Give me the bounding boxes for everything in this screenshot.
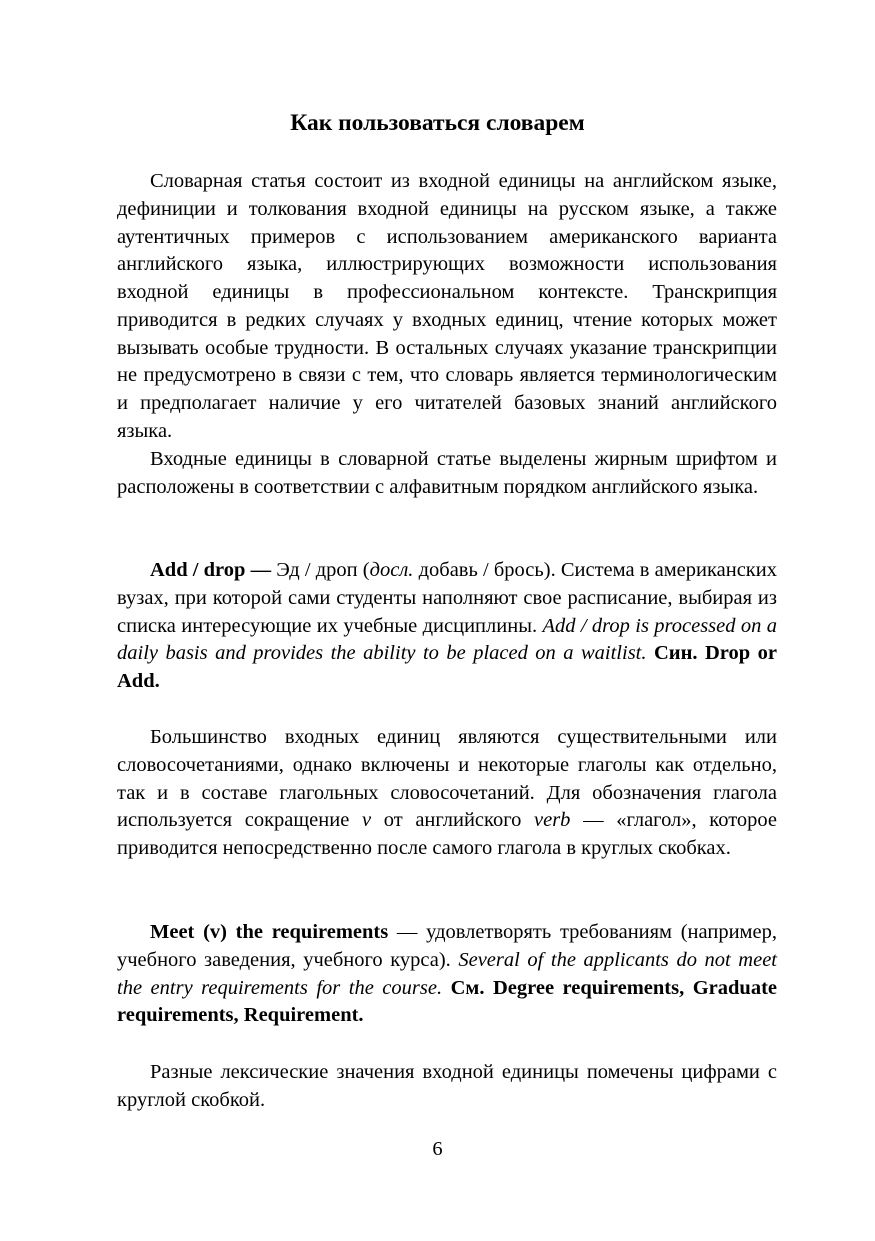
entry-headword: Add / drop — [150, 559, 272, 581]
entry-abbreviation: досл. [369, 559, 414, 581]
entry-text: Эд / дроп ( [271, 559, 370, 581]
verbs-note-text-2: от английского [371, 809, 534, 832]
entry-definition: — удовлетворять требованиям (например, учебного заведения, учебного курса). [117, 921, 777, 971]
verbs-note-text-3: — «глагол», которое приводится непосредственно после самого глагола в круглых скобках. [117, 809, 777, 859]
page-number: 6 [432, 1138, 443, 1160]
verbs-note-abbr: v [361, 809, 372, 832]
entry-crossref: Син. Drop or Add. [117, 642, 777, 692]
intro-paragraph-1: Словарная статья состоит из входной единицы на английском языке, дефиниции и толкования входной единицы на русском языке, а также аутентичных примеров с использованием американского варианта английского языка, иллюстрирующих возможности использования входной единицы в профессиональном контексте. Транскрипция приводится в редких случаях у входных единиц, чтение которых может вызывать особые трудности. В остальных случаях указание транскрипции не предусмотрено в связи с тем, что словарь является терминологическим и предполагает наличие у его читателей базовых знаний английского языка. [117, 170, 777, 442]
verbs-note-word: verb [534, 809, 571, 832]
entry-add-drop [117, 557, 777, 696]
senses-note-paragraph: Разные лексические значения входной единицы помечены цифрами с круглой скобкой. [117, 1061, 777, 1111]
verbs-note-text: Большинство входных единиц являются существительными или словосочетаниями, однако включены и некоторые глаголы как отдельно, так и в составе глагольных словосочетаний. Для обозначения глагола используется сокращение [117, 726, 777, 832]
verbs-note-paragraph [117, 724, 777, 863]
entry-meet-requirements [117, 919, 777, 1030]
page-title: Как пользоваться словарем [290, 110, 585, 136]
entry-definition: добавь / брось). Система в американских вузах, при которой сами студенты наполняют свое расписание, выбирая из списка интересующие их учебные дисциплины. [117, 559, 777, 637]
entry-headword: Meet (v) the requirements [150, 921, 389, 943]
entry-example: Add / drop is processed on a daily basis and provides the ability to be placed on a waitlist. [117, 614, 777, 665]
entry-crossref: См. Degree requirements, Graduate requirements, Requirement. [117, 976, 777, 1027]
entry-example: Several of the applicants do not meet the entry requirements for the course. [117, 948, 777, 999]
intro-paragraph-2: Входные единицы в словарной статье выделены жирным шрифтом и расположены в соответствии с алфавитным порядком английского языка. [117, 448, 777, 498]
